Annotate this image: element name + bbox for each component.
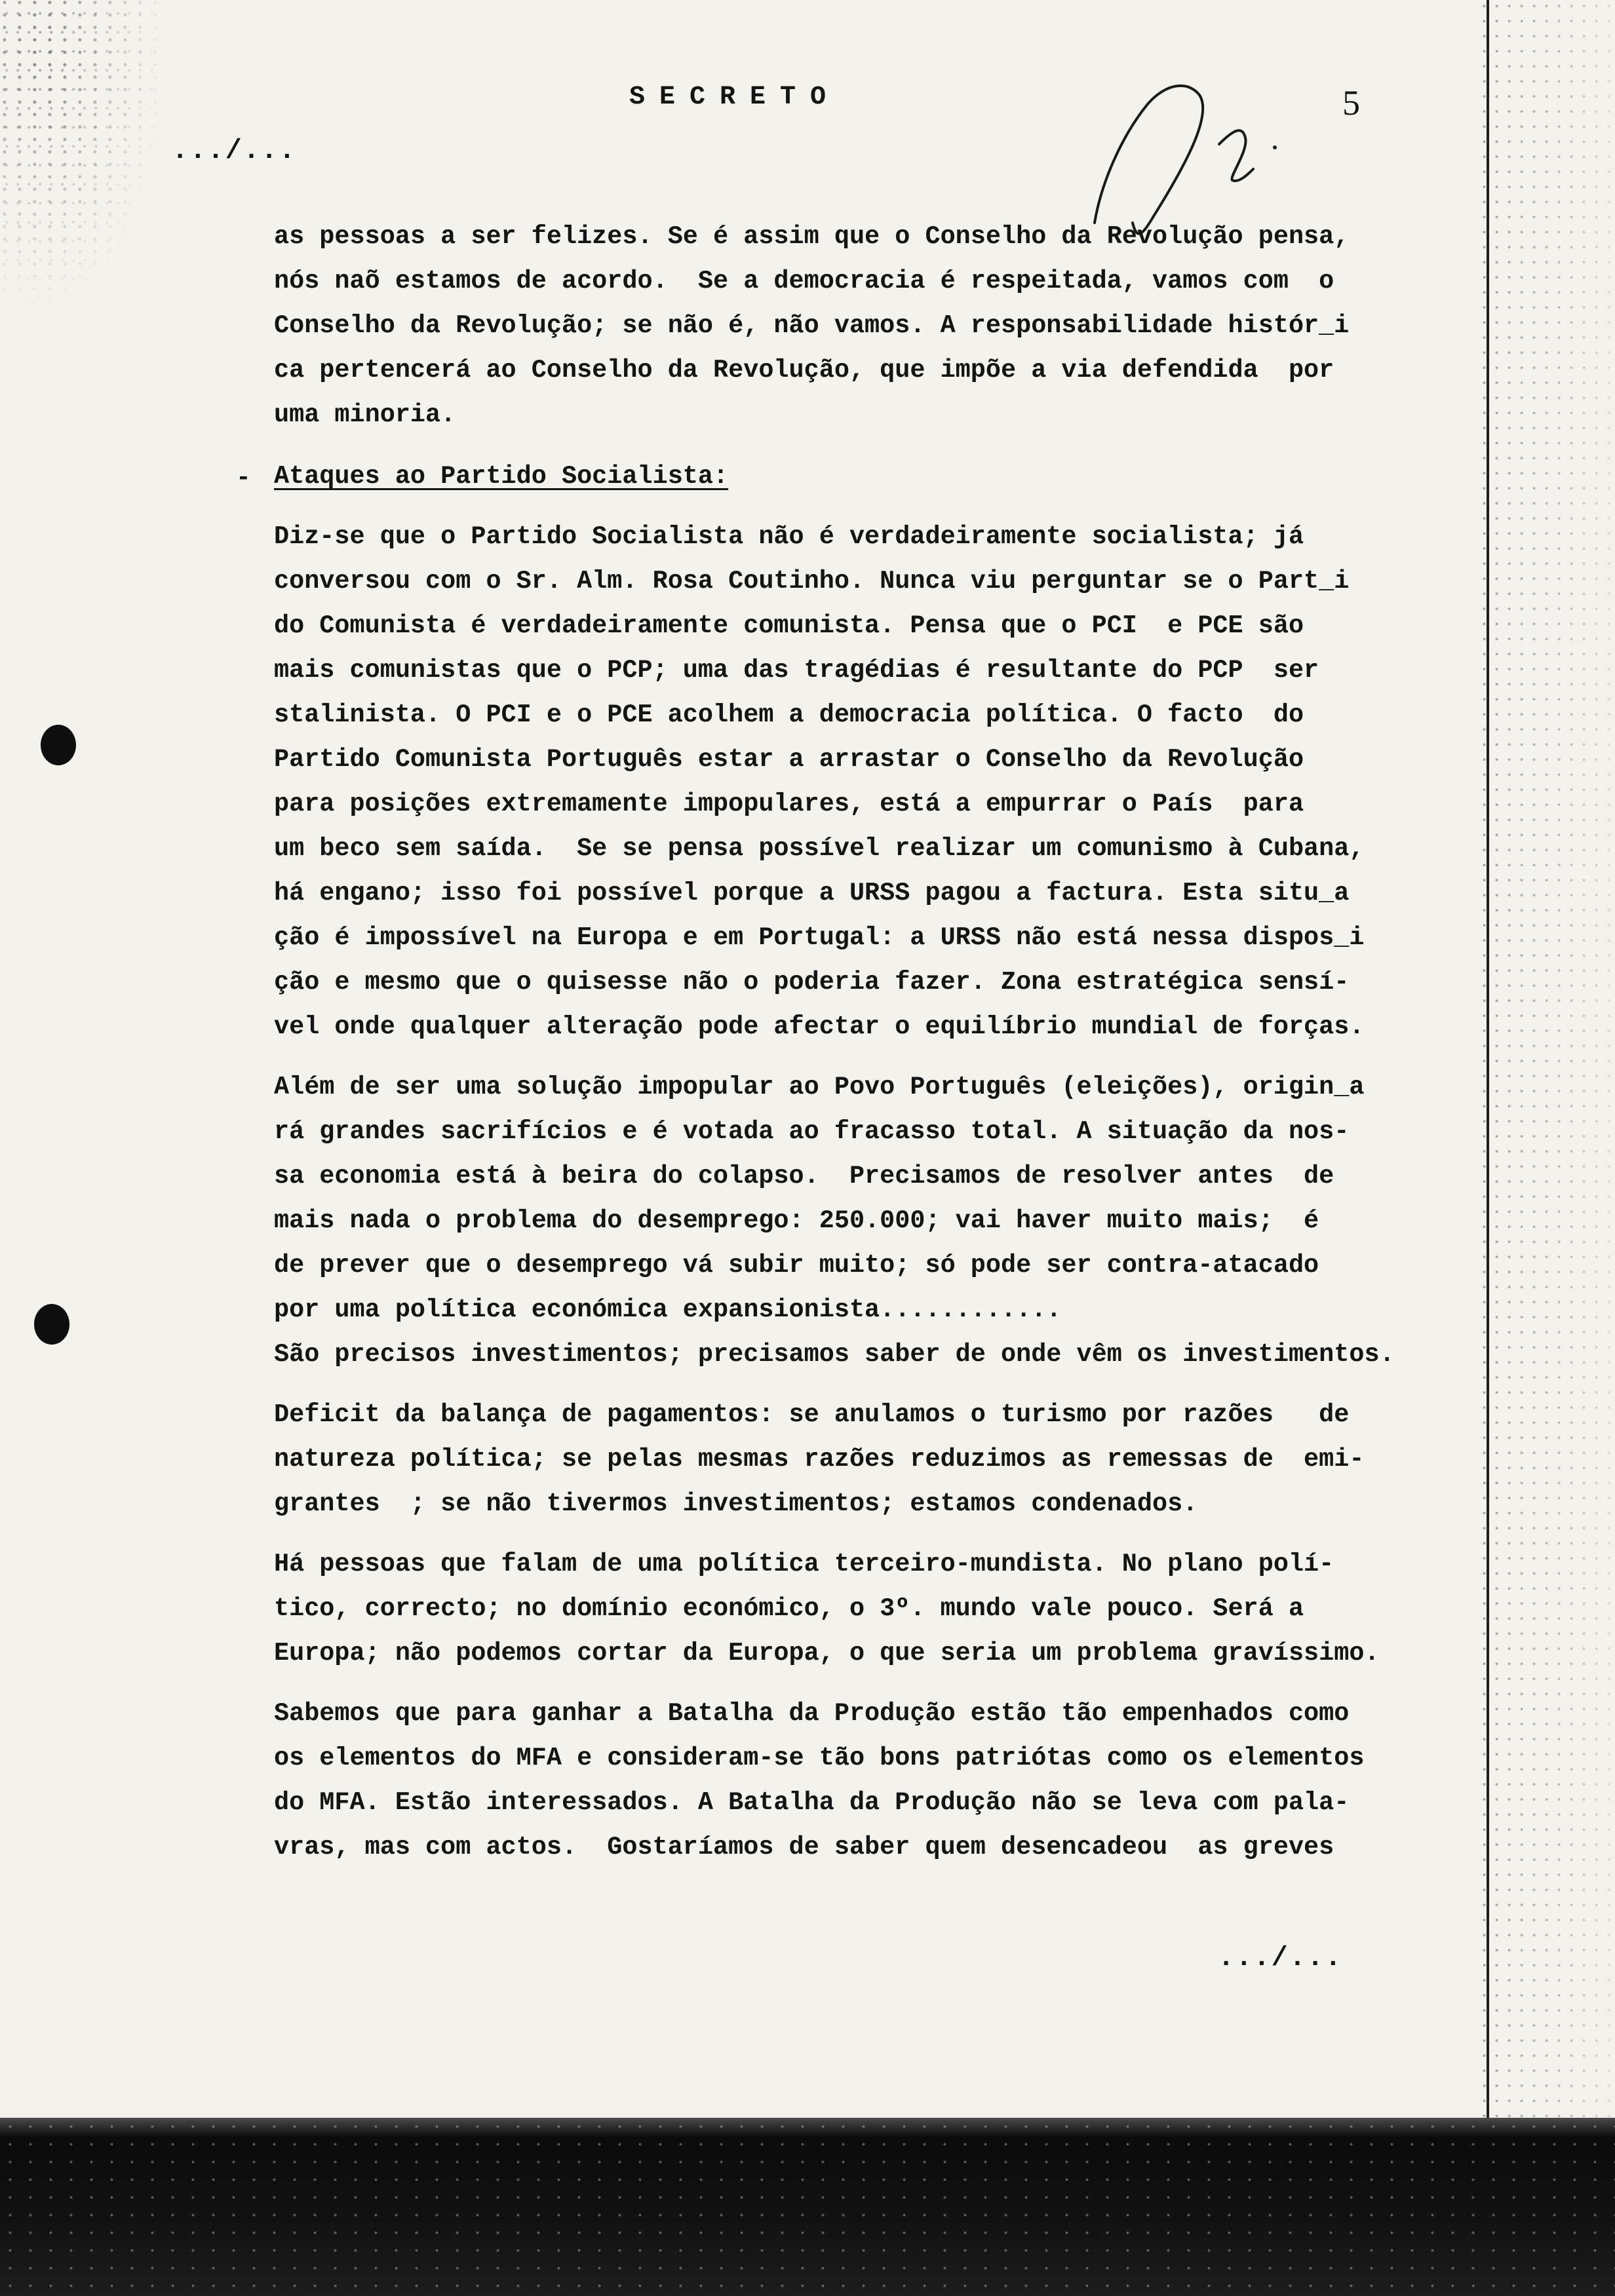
scan-noise-top-left <box>0 0 170 315</box>
continued-from-marker: .../... <box>172 135 297 166</box>
punch-hole-upper <box>41 725 76 765</box>
text-line: Deficit da balança de pagamentos: se anulamos o turismo por razões de <box>274 1400 1350 1429</box>
text-line: sa economia está à beira do colapso. Precisamos de resolver antes de <box>274 1162 1334 1191</box>
text-line: Além de ser uma solução impopular ao Povo Português (eleições), origin_a <box>274 1073 1365 1101</box>
section-heading: Ataques ao Partido Socialista: <box>274 462 729 491</box>
text-line: vras, mas com actos. Gostaríamos de saber quem desencadeou as greves <box>274 1833 1334 1862</box>
bullet-dash: - <box>236 464 251 492</box>
continued-to-marker: .../... <box>1218 1942 1343 1974</box>
text-line: stalinista. O PCI e o PCE acolhem a democracia política. O facto do <box>274 700 1304 729</box>
text-line: há engano; isso foi possível porque a URSS pagou a factura. Esta situ_a <box>274 879 1350 908</box>
text-line: Há pessoas que falam de uma política terceiro-mundista. No plano polí- <box>274 1550 1334 1578</box>
text-line: mais comunistas que o PCP; uma das tragédias é resultante do PCP ser <box>274 656 1319 685</box>
text-line: por uma política económica expansionista............ <box>274 1295 1062 1324</box>
text-line: conversou com o Sr. Alm. Rosa Coutinho. Nunca viu perguntar se o Part_i <box>274 567 1350 596</box>
text-line: vel onde qualquer alteração pode afectar o equilíbrio mundial de forças. <box>274 1012 1365 1041</box>
scan-edge-right <box>1483 0 1615 2136</box>
text-line: de prever que o desemprego vá subir muito; só pode ser contra-atacado <box>274 1251 1319 1280</box>
text-line: nós naõ estamos de acordo. Se a democracia é respeitada, vamos com o <box>274 267 1334 296</box>
text-line: Conselho da Revolução; se não é, não vamos. A responsabilidade histór_i <box>274 311 1350 340</box>
text-line: para posições extremamente impopulares, está a empurrar o País para <box>274 790 1304 818</box>
text-line: do MFA. Estão interessados. A Batalha da Produção não se leva com pala- <box>274 1788 1350 1817</box>
text-line: rá grandes sacrifícios e é votada ao fracasso total. A situação da nos- <box>274 1117 1350 1146</box>
text-line: grantes ; se não tivermos investimentos; estamos condenados. <box>274 1489 1198 1518</box>
text-line: Partido Comunista Português estar a arrastar o Conselho da Revolução <box>274 745 1304 774</box>
page-number: 5 <box>1342 83 1360 123</box>
text-line: uma minoria. <box>274 400 456 429</box>
text-line: tico, correcto; no domínio económico, o 3º. mundo vale pouco. Será a <box>274 1594 1304 1623</box>
text-line: mais nada o problema do desemprego: 250.000; vai haver muito mais; é <box>274 1206 1319 1235</box>
text-line: do Comunista é verdadeiramente comunista. Pensa que o PCI e PCE são <box>274 611 1304 640</box>
text-line: ca pertencerá ao Conselho da Revolução, que impõe a via defendida por <box>274 356 1334 385</box>
text-line: um beco sem saída. Se se pensa possível realizar um comunismo à Cubana, <box>274 834 1365 863</box>
text-line: Diz-se que o Partido Socialista não é verdadeiramente socialista; já <box>274 522 1304 551</box>
text-line: ção é impossível na Europa e em Portugal: a URSS não está nessa dispos_i <box>274 923 1365 952</box>
scan-edge-bottom <box>0 2118 1615 2296</box>
text-line: as pessoas a ser felizes. Se é assim que o Conselho da Revolução pensa, <box>274 222 1350 251</box>
text-line: ção e mesmo que o quisesse não o poderia fazer. Zona estratégica sensí- <box>274 968 1350 997</box>
text-line: natureza política; se pelas mesmas razões reduzimos as remessas de emi- <box>274 1445 1365 1474</box>
text-line: São precisos investimentos; precisamos saber de onde vêm os investimentos. <box>274 1340 1395 1369</box>
punch-hole-lower <box>34 1304 69 1345</box>
text-line: os elementos do MFA e consideram-se tão bons patriótas como os elementos <box>274 1744 1365 1772</box>
text-line: Europa; não podemos cortar da Europa, o que seria um problema gravíssimo. <box>274 1639 1380 1668</box>
text-line: Sabemos que para ganhar a Batalha da Produção estão tão empenhados como <box>274 1699 1350 1728</box>
classification-header: SECRETO <box>629 83 841 112</box>
